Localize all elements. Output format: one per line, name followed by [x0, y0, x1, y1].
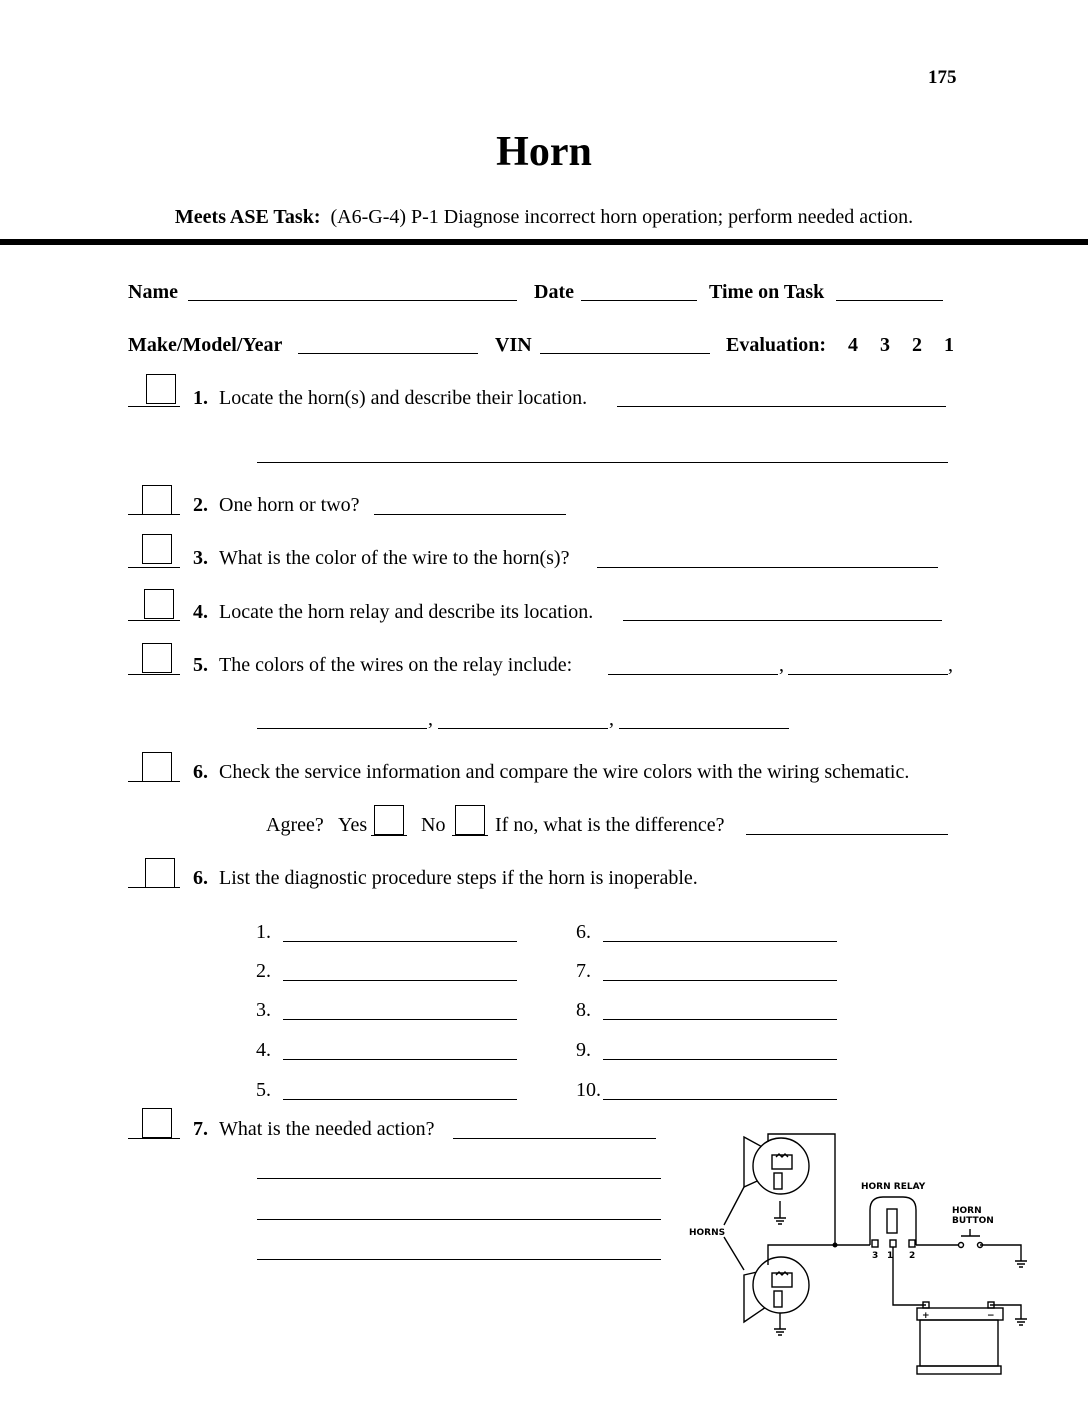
step-number: 10. [576, 1079, 601, 1101]
vin-field[interactable] [540, 353, 710, 354]
ase-task-label: Meets ASE Task: [174, 206, 321, 228]
item-6-checkbox[interactable] [142, 752, 172, 782]
item-2-initial-line [128, 514, 180, 515]
score-4[interactable]: 4 [848, 334, 858, 356]
step-answer[interactable] [283, 1019, 517, 1020]
battery-plus-label: + [922, 1311, 930, 1321]
agree-no-underline [452, 835, 488, 836]
relay-wire-color-1[interactable] [608, 674, 778, 675]
item-6-initial-line [128, 781, 180, 782]
item-7-checkbox[interactable] [142, 1108, 172, 1138]
item-1-number: 1. [193, 387, 208, 409]
item-1-checkbox[interactable] [146, 374, 176, 404]
horn-relay-icon [870, 1197, 916, 1247]
evaluation-label: Evaluation: [726, 334, 827, 356]
name-label: Name [128, 281, 178, 303]
agree-yes-underline [371, 835, 407, 836]
date-label: Date [534, 281, 574, 303]
item-2-number: 2. [193, 494, 208, 516]
item-6b-checkbox[interactable] [145, 858, 175, 888]
step-number: 8. [576, 999, 591, 1021]
item-6b-initial-line [128, 887, 180, 888]
step-number: 6. [576, 921, 591, 943]
item-5-initial-line [128, 674, 180, 675]
terminal-label: 3 [872, 1251, 879, 1261]
item-7-text: What is the needed action? [219, 1118, 435, 1140]
item-7-answer[interactable] [453, 1138, 656, 1139]
comma: , [779, 654, 784, 676]
relay-wire-color-3[interactable] [257, 728, 427, 729]
horn-button-icon [959, 1229, 983, 1248]
item-2-answer[interactable] [374, 514, 566, 515]
comma: , [948, 654, 953, 676]
item-7-answer-line-4[interactable] [257, 1259, 661, 1260]
agree-yes-checkbox[interactable] [374, 805, 404, 835]
difference-label: If no, what is the difference? [495, 814, 725, 836]
item-1-answer[interactable] [617, 406, 946, 407]
page-title: Horn [496, 129, 592, 175]
item-5-checkbox[interactable] [142, 643, 172, 673]
comma: , [609, 708, 614, 730]
item-1-initial-line [128, 406, 180, 407]
item-4-checkbox[interactable] [144, 589, 174, 619]
score-3[interactable]: 3 [880, 334, 890, 356]
item-7-answer-line-2[interactable] [257, 1178, 661, 1179]
horns-pointer-arrows [724, 1187, 744, 1270]
lower-horn-icon [744, 1257, 809, 1335]
step-number: 1. [256, 921, 271, 943]
item-1-answer-line-2[interactable] [257, 462, 948, 463]
score-1[interactable]: 1 [944, 334, 954, 356]
item-4-text: Locate the horn relay and describe its location. [219, 601, 594, 623]
make-model-year-field[interactable] [298, 353, 478, 354]
item-5-number: 5. [193, 654, 208, 676]
time-on-task-label: Time on Task [709, 281, 825, 303]
header-rule [0, 239, 1088, 245]
step-answer[interactable] [283, 1099, 517, 1100]
item-7-answer-line-3[interactable] [257, 1219, 661, 1220]
vin-label: VIN [495, 334, 532, 356]
score-2[interactable]: 2 [912, 334, 922, 356]
horns-label: HORNS [689, 1228, 726, 1238]
terminal-label: 1 [887, 1251, 894, 1261]
item-7-initial-line [128, 1138, 180, 1139]
terminal-label: 2 [909, 1251, 916, 1261]
step-answer[interactable] [603, 1059, 837, 1060]
comma: , [428, 708, 433, 730]
horn-relay-label: HORN RELAY [861, 1182, 926, 1192]
step-number: 3. [256, 999, 271, 1021]
horn-button-label: BUTTON [952, 1216, 994, 1226]
step-number: 4. [256, 1039, 271, 1061]
upper-horn-icon [744, 1137, 809, 1224]
item-4-answer[interactable] [623, 620, 942, 621]
battery-minus-label: − [987, 1311, 995, 1321]
item-4-initial-line [128, 620, 180, 621]
item-6b-text: List the diagnostic procedure steps if the horn is inoperable. [219, 867, 698, 889]
agree-no-label: No [421, 814, 446, 836]
item-7-number: 7. [193, 1118, 208, 1140]
page-number: 175 [928, 67, 957, 88]
agree-label: Agree? [266, 814, 324, 836]
ase-task-text: (A6-G-4) P-1 Diagnose incorrect horn operation; perform needed action. [330, 206, 914, 228]
step-answer[interactable] [283, 941, 517, 942]
time-on-task-field[interactable] [836, 300, 943, 301]
step-answer[interactable] [283, 1059, 517, 1060]
horn-wiring-diagram [680, 1125, 1040, 1385]
make-model-year-label: Make/Model/Year [128, 334, 283, 356]
item-3-answer[interactable] [597, 567, 938, 568]
step-number: 9. [576, 1039, 591, 1061]
step-answer[interactable] [603, 941, 837, 942]
item-6-text: Check the service information and compare the wire colors with the wiring schematic. [219, 761, 910, 783]
item-6b-number: 6. [193, 867, 208, 889]
relay-wire-color-5[interactable] [619, 728, 789, 729]
relay-wire-color-4[interactable] [438, 728, 608, 729]
item-1-text: Locate the horn(s) and describe their location. [219, 387, 588, 409]
step-number: 2. [256, 960, 271, 982]
step-answer[interactable] [603, 1099, 837, 1100]
item-4-number: 4. [193, 601, 208, 623]
step-number: 5. [256, 1079, 271, 1101]
item-6-number: 6. [193, 761, 208, 783]
date-field[interactable] [581, 300, 697, 301]
step-number: 7. [576, 960, 591, 982]
relay-wire-color-2[interactable] [788, 674, 948, 675]
item-2-text: One horn or two? [219, 494, 360, 516]
difference-answer[interactable] [746, 834, 948, 835]
item-5-text: The colors of the wires on the relay include: [219, 654, 573, 676]
agree-yes-label: Yes [338, 814, 368, 836]
horn-button-label: HORN [952, 1206, 982, 1216]
item-3-text: What is the color of the wire to the horn(s)? [219, 547, 570, 569]
step-answer[interactable] [603, 980, 837, 981]
item-3-initial-line [128, 567, 180, 568]
name-field[interactable] [188, 300, 517, 301]
item-3-checkbox[interactable] [142, 534, 172, 564]
step-answer[interactable] [283, 980, 517, 981]
ase-task [0, 207, 1088, 227]
item-3-number: 3. [193, 547, 208, 569]
item-2-checkbox[interactable] [142, 485, 172, 515]
step-answer[interactable] [603, 1019, 837, 1020]
agree-no-checkbox[interactable] [455, 805, 485, 835]
